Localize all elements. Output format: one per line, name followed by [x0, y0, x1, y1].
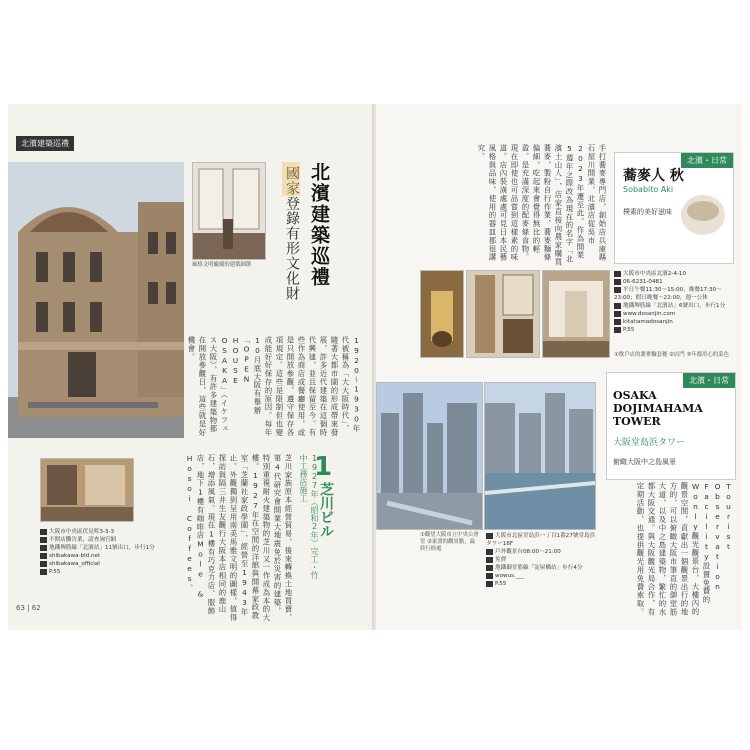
tower-card [606, 372, 736, 480]
shop-name: 蕎麥人 秋 [623, 168, 684, 184]
info-address: 大阪市中央區伏見町3-3-3 [49, 529, 115, 535]
shop-photo-3 [542, 270, 610, 358]
info-map: P.55 [49, 569, 61, 575]
shop-info [614, 270, 734, 334]
subhead: 國家登錄有形文化財 [284, 166, 300, 301]
info-hours: 不開店攤告業，請查詢官網 [49, 537, 117, 543]
info-web[interactable]: shibakawa-bld.net [49, 553, 101, 559]
tower-address: 大阪市北區堂島浜一丁目1番27號堂島浜タワー16F [486, 533, 596, 547]
web-icon [40, 553, 47, 559]
interior-caption: 風格文明顯優的建築細節 [192, 262, 252, 268]
left-page [8, 104, 374, 630]
bowl-icon [679, 193, 729, 239]
shop-card [614, 152, 734, 264]
tower-tag: 北濱・日常 [683, 373, 735, 388]
left-info [40, 528, 155, 576]
tower-name-en: OSAKA DOJIMAHAMA TOWER [613, 389, 703, 428]
tower-web[interactable]: wowus.___ [495, 573, 525, 579]
tower-caption: ①觀望大阪市立中央公會堂 ②東畫的觀景點，最終行經處 [420, 532, 479, 552]
section-tag: 北濱建築巡禮 [16, 136, 74, 151]
map-icon [486, 581, 493, 587]
web-icon [614, 311, 621, 317]
shop-map: P.55 [623, 327, 635, 333]
shop-phone[interactable]: 06-6231-0481 [623, 279, 663, 285]
address-icon [486, 533, 493, 539]
price-icon [486, 557, 493, 563]
tower-hours: 戶外觀景台08:00～21:00 [495, 549, 561, 555]
page-number: 63 | 62 [16, 604, 41, 612]
tower-tagline: 俯瞰大阪中之島風景 [613, 458, 676, 466]
entry-meta: 1927年（昭和2年）完工・竹中工務店施工 [299, 454, 319, 579]
info-access: 地鐵堺筋線「北濱站」11號出口，步行1分 [49, 545, 155, 551]
train-icon [40, 545, 47, 551]
entry-number: 1 [314, 452, 333, 482]
city-photo-2 [484, 382, 596, 530]
entry-title: 芝川ビル [318, 482, 334, 538]
tower-access: 地鐵御堂筋線「淀屋橋站」步行4分 [495, 565, 583, 571]
map-icon [40, 569, 47, 575]
right-page [376, 104, 742, 630]
info-ig[interactable]: shibakawa_official [49, 561, 100, 567]
shop-photo-1 [420, 270, 464, 358]
address-icon [614, 271, 621, 277]
shop-tag: 北濱・日常 [681, 153, 733, 168]
phone-icon [614, 279, 621, 285]
tower-map: P.55 [495, 581, 507, 587]
city-photo-1 [376, 382, 483, 530]
train-icon [614, 303, 621, 309]
shop-web[interactable]: www.dosanjin.com [623, 311, 676, 317]
instagram-icon [40, 561, 47, 567]
clock-icon [614, 287, 621, 293]
map-icon [614, 327, 621, 333]
building-illustration [8, 162, 184, 438]
shop-tagline: 樸素的美好滋味 [623, 208, 672, 216]
shop-address: 大阪市中央區北濱2-4-10 [623, 271, 687, 277]
headline-highlight [282, 162, 300, 196]
cafe-photo [40, 458, 134, 522]
clock-icon [486, 549, 493, 555]
headline: 北濱建築巡禮 [308, 162, 330, 288]
address-icon [40, 529, 47, 535]
clock-icon [40, 537, 47, 543]
shop-romaji: Sobabito Aki [623, 185, 674, 194]
instagram-icon [614, 319, 621, 325]
shop-caption: ①飲戶店的蕎麥麵套餐 ②店門 ③年都用心的菜色 [614, 352, 729, 358]
shop-hours: 平日午餐11:30～15:00，晚餐17:30～23:00；假日晚餐～22:00，週一公休 [614, 287, 722, 301]
shop-access: 地鐵堺筋線「北濱站」6號出口，步行1分 [623, 303, 726, 309]
building-photo [8, 162, 184, 438]
tower-price: 免費 [495, 557, 507, 563]
shop-text: 手打蕎麥專門店，創始店兵庫縣石屋川開業，北濱店從吳市2023年遷至此，作為開業5週年之際改為現在的名字「北濱土山人」，店家直接向農家購買蕎麥，製粉自行作業，蕎麥麵條偏細，吃起來會覺得無比的輕盈。是充滿深度的配麥條食物。現在即使也可品嘗到這樣素的味道。店內裝潢處處可見日本民藝風格與品味，使用的器皿都很講究。 [477, 144, 607, 267]
intro-text: 1920～1930年代被稱為「大大阪時代」，隨著大都市園的形成帶來發展，許多近代建築在這個時代興建，並且保留至今。有些作為商店或餐廳使用，或是只開放參觀，遵守保存各項規定。這些是限制但也變成能好好保存的原因。每年10月底大阪有舉辦「OPEN HOUSE OSAKA」（イケフェス大阪），有許多建築物都在開放參觀日，這些就是好機會。 [187, 336, 361, 437]
tower-text: Tourist Observation Facility設置免費的Wonly觀光觀景台，大樓內的觀景空間，貢獻出一個觀景出行的地方的，可以俯瞰大阪市筆直的御堂筋大道，以及中之島建築物，繁忙的水都大阪交通。與大阪觀光局合作，有定期活動，也提供觀光用免費索取。 [636, 482, 733, 617]
shop-ig[interactable]: kitahamadosanjin [623, 319, 673, 325]
interior-photo [192, 162, 266, 260]
tower-name-jp: 大阪堂島浜タワー [613, 438, 686, 448]
shop-photo-2 [466, 270, 540, 358]
entry-text: 芝川家族原本經營貿易，後來轉換土地買賣，第4代研究會開業大地震免於災害的建築，特別重視耐火建築物的芝川又一作成為本的大樓。1927年在空間的洋館與開幕家政教室「芝蘭社家政學園」，經營至1943年止。外觀獨到呈用南美馬雅文明的圖樣，值得探訪與隔三井生友觀行大阪本店相同的鹿山石，增添風氣。現在1樓有巧克力店、服飾店，地下1樓有咖啡店Mole & Hosoi Coffees。 [185, 454, 293, 622]
train-icon [486, 565, 493, 571]
tower-info [486, 532, 598, 588]
web-icon [486, 573, 493, 579]
